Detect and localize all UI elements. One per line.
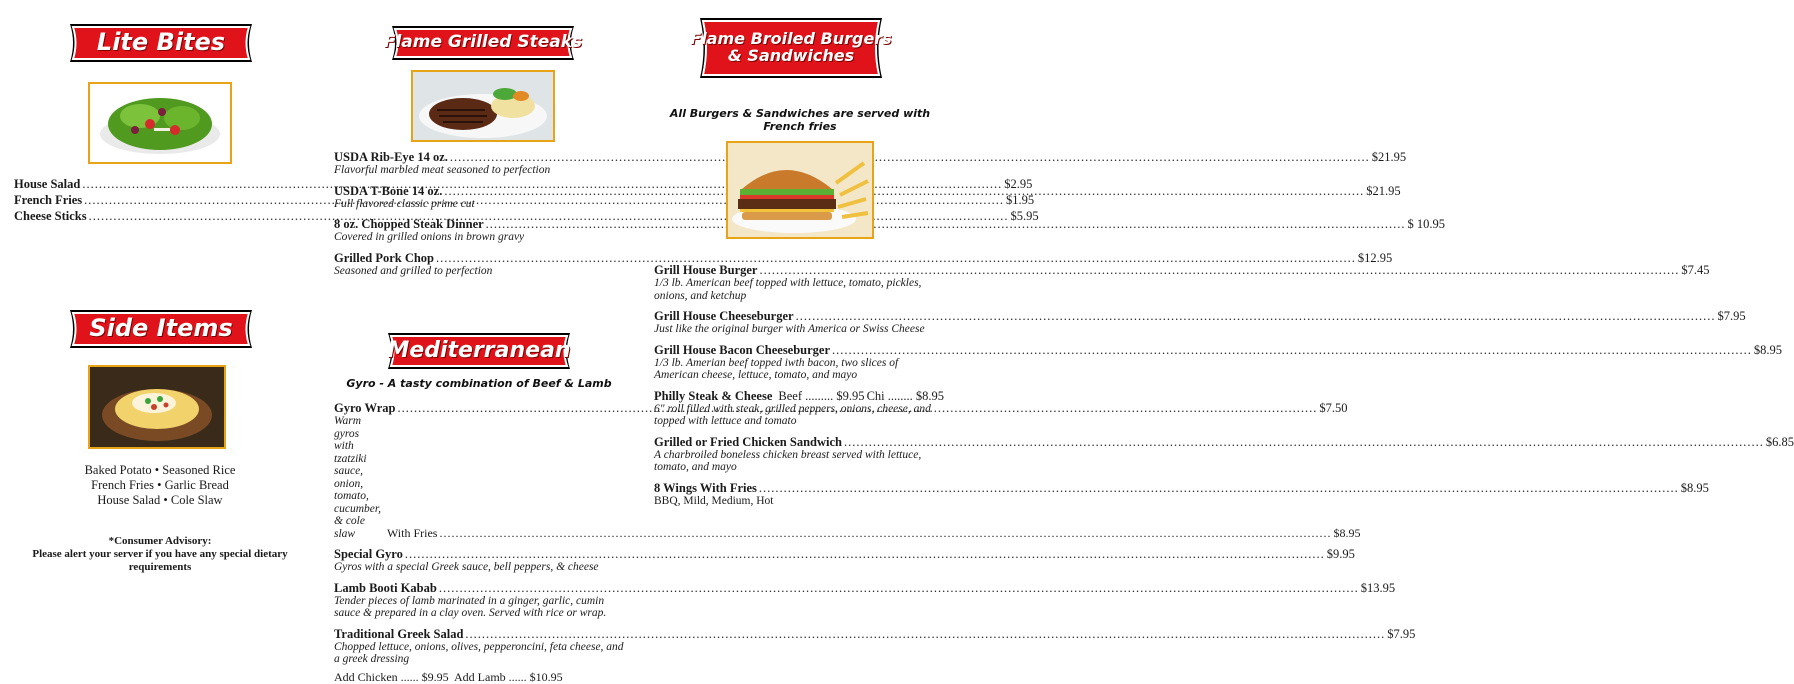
- burgers-title: [690, 31, 891, 65]
- steaks-banner: [382, 24, 584, 62]
- mediterranean-tagline: Gyro - A tasty combination of Beef & Lamb: [346, 377, 612, 390]
- price: $7.50: [1319, 401, 1348, 415]
- side-items-line: French Fries • Garlic Bread: [91, 478, 229, 492]
- menu-item: Grill House Cheeseburger ..... $7.95 Just like the original burger with America or Swiss Cheese: [654, 309, 944, 336]
- advisory-heading: *Consumer Advisory:: [108, 535, 212, 547]
- menu-item: French Fries ..... $1.95: [14, 193, 304, 207]
- menu-item: House Salad ..... $2.95: [14, 177, 304, 191]
- price: $8.95: [1753, 342, 1783, 357]
- burger-photo: [726, 141, 874, 239]
- price: $13.95: [1360, 580, 1396, 595]
- burgers-tagline: All Burgers & Sandwiches are served with French fries: [669, 107, 931, 133]
- lite-bites-banner: [60, 22, 262, 64]
- price: $2.95: [1004, 177, 1033, 191]
- steaks-title: Flame Grilled Steaks: [383, 32, 583, 53]
- advisory-text: Please alert your server if you have any special dietary requirements: [32, 548, 288, 573]
- mediterranean-banner: [378, 331, 580, 371]
- side-items-line: House Salad • Cole Slaw: [97, 493, 223, 507]
- menu-item: 8 oz. Chopped Steak Dinner ..... $ 10.95 Covered in grilled onions in brown gravy: [334, 217, 624, 244]
- price: $6.85: [1765, 434, 1794, 449]
- consumer-advisory: [30, 535, 290, 574]
- burgers-title-line1: Flame Broiled Burgers: [690, 29, 892, 49]
- price: $21.95: [1366, 183, 1401, 198]
- menu-item: USDA Rib-Eye 14 oz. ..... $21.95 Flavorful marbled meat seasoned to perfection: [334, 150, 624, 177]
- price: $21.95: [1371, 150, 1407, 164]
- menu-item: 8 Wings With Fries ..... $8.95 BBQ, Mild, Medium, Hot: [654, 481, 944, 508]
- price: $7.95: [1387, 626, 1416, 641]
- menu-item: Philly Steak & Cheese Beef ......... $9.95 Chi ........ $8.95 6" roll filled with steak, grilled peppers, onions, cheese, and topped with lettuce and tomato: [654, 388, 944, 427]
- side-items-banner: [60, 308, 262, 350]
- price: $7.95: [1717, 309, 1746, 323]
- price: $ 10.95: [1407, 217, 1446, 231]
- menu-item: Cheese Sticks ..... $5.95: [14, 209, 304, 223]
- salad-photo: [88, 82, 232, 164]
- menu-item: Grill House Bacon Cheeseburger ..... $8.95 1/3 lb. Amerian beef topped iwth bacon, two slices of American cheese, lettuce, tomato, and mayo: [654, 343, 944, 382]
- addons: Add Chicken ...... $9.95 Add Lamb ...... $10.95: [334, 669, 563, 684]
- burgers-title-line2: & Sandwiches: [727, 46, 855, 65]
- side-items-title: Side Items: [89, 314, 233, 343]
- lite-bites-title: Lite Bites: [96, 28, 226, 57]
- side-items-list: [50, 463, 270, 508]
- burgers-banner: [690, 16, 892, 80]
- mediterranean-title: Mediterranean: [387, 338, 571, 364]
- menu-item: Lamb Booti Kabab ..... $13.95 Tender pieces of lamb marinated in a ginger, garlic, cumin sauce & prepared in a clay oven. Served with rice or wrap.: [334, 581, 624, 620]
- menu-item: Special Gyro ..... $9.95 Gyros with a special Greek sauce, bell peppers, & cheese: [334, 547, 624, 574]
- menu-item: Grilled or Fried Chicken Sandwich ..... $6.85 A charbroiled boneless chicken breast served with lettuce, tomato, and mayo: [654, 435, 944, 474]
- menu-item: Grill House Burger ..... $7.45 1/3 lb. American beef topped with lettuce, tomato, pickles, onions, and ketchup: [654, 263, 944, 302]
- menu-item: Gyro Wrap ..... $7.50 Warm gyros with tzatziki sauce, onion, tomato, cucumber, & cole slaw With Fries ..... $8.95: [334, 401, 624, 540]
- price: $5.95: [1010, 209, 1039, 223]
- price: $9.95: [1326, 547, 1355, 561]
- menu-item: USDA T-Bone 14 oz. ..... $21.95 Full flavored classic prime cut: [334, 184, 624, 211]
- menu-item: Grilled Pork Chop ..... $12.95 Seasoned and grilled to perfection: [334, 251, 624, 278]
- steak-photo: [411, 70, 555, 142]
- baked-potato-photo: [88, 365, 226, 449]
- price: $12.95: [1357, 250, 1393, 265]
- price: $8.95: [1333, 526, 1361, 540]
- menu-item: Traditional Greek Salad ..... $7.95 Chopped lettuce, onions, olives, pepperoncini, feta cheese, and a greek dressing: [334, 627, 624, 666]
- side-items-line: Baked Potato • Seasoned Rice: [84, 463, 236, 477]
- price: $1.95: [1006, 193, 1035, 207]
- price: $8.95: [1680, 480, 1709, 495]
- price: $7.45: [1681, 263, 1710, 277]
